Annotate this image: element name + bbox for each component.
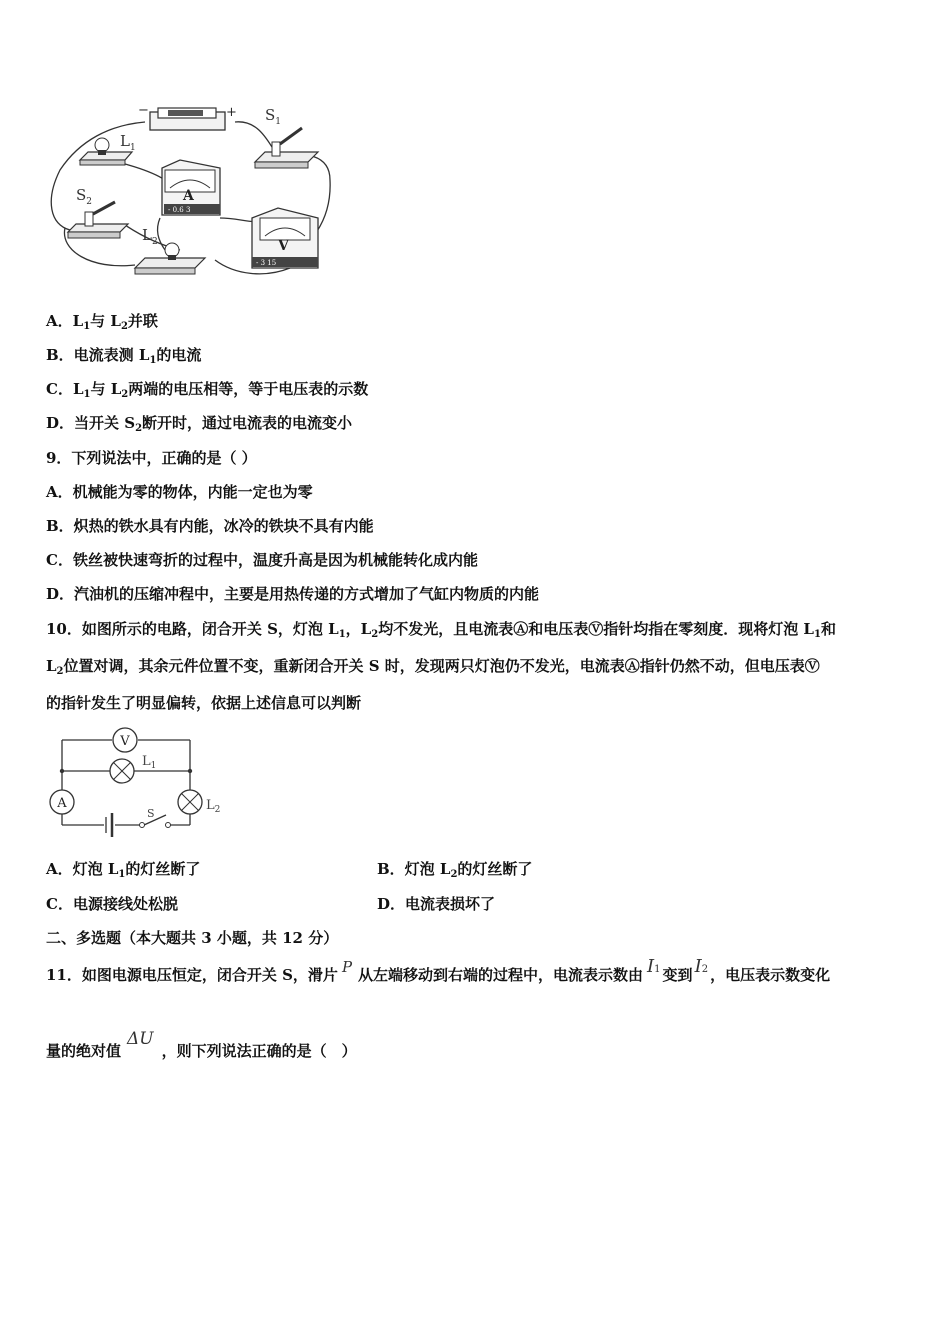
- q11-stem-line1: 11．如图电源电压恒定，闭合开关 S，滑片 P 从左端移动到右端的过程中，电流表示数由 I1 变到 I2 ，电压表示数变化: [46, 956, 831, 984]
- svg-text:S1: [265, 106, 281, 127]
- voltmeter-label: V: [278, 238, 289, 254]
- q10-stem-line1: 10．如图所示的电路，闭合开关 S，灯泡 $L_1$，$L_2$均不发光，且电流表Ⓐ和电压表Ⓥ指针均指在零刻度．现将灯泡 $L_1$和: [46, 620, 836, 640]
- q8-option-d: D．当开关 $S_2$断开时，通过电流表的电流变小: [46, 414, 353, 434]
- l2-label: L: [142, 226, 152, 244]
- schematic-l2-label: L: [206, 798, 215, 813]
- schematic-voltmeter-label: V: [120, 734, 130, 749]
- q9-stem: 9．下列说法中，正确的是（ ）: [46, 449, 257, 467]
- s1-label: S: [265, 106, 276, 124]
- l1-sub: 1: [129, 143, 136, 153]
- q10-stem-line3: 的指针发生了明显偏转，依据上述信息可以判断: [46, 694, 362, 712]
- q8-option-c: C．$L_1$与 $L_2$两端的电压相等，等于电压表的示数: [46, 380, 369, 400]
- section-title-multiple-choice: 二、多选题（本大题共 3 小题，共 12 分）: [46, 929, 339, 947]
- q10-option-b: B．灯泡 $L_2$的灯丝断了: [377, 860, 533, 880]
- ammeter-label: A: [183, 188, 194, 204]
- svg-text:L1: [120, 132, 136, 153]
- schematic-ammeter: [50, 790, 74, 814]
- s2-sub: 2: [86, 197, 93, 207]
- ammeter-scale: - 0.6 3: [168, 206, 191, 214]
- svg-text:L1: [142, 754, 156, 771]
- q9-option-b: B．炽热的铁水具有内能，冰冷的铁块不具有内能: [46, 517, 374, 535]
- s2-label: S: [76, 186, 87, 204]
- svg-text:L2: [206, 798, 220, 815]
- schematic-l1-label: L: [142, 754, 151, 769]
- q9-option-c: C．铁丝被快速弯折的过程中，温度升高是因为机械能转化成内能: [46, 551, 478, 569]
- symbol-i2: I2: [694, 956, 709, 977]
- q9-option-d: D．汽油机的压缩冲程中，主要是用热传递的方式增加了气缸内物质的内能: [46, 585, 540, 603]
- voltmeter-device: [252, 208, 318, 268]
- q8-option-b: B．电流表测 $L_1$的电流: [46, 346, 202, 366]
- svg-text:L2: [142, 226, 158, 247]
- voltmeter-scale: - 3 15: [256, 259, 277, 267]
- q10-option-d: D．电流表损坏了: [377, 895, 496, 913]
- schematic-l1-sub: 1: [150, 761, 157, 771]
- q8-option-a: A．$L_1$与 $L_2$并联: [46, 312, 158, 332]
- ammeter-device: [162, 160, 220, 215]
- schematic-lamp-l2: [178, 790, 220, 815]
- battery-minus-label: −: [138, 103, 149, 118]
- q10-option-c: C．电源接线处松脱: [46, 895, 178, 913]
- symbol-delta-u: ΔU: [127, 1029, 154, 1049]
- bulb-l1: [80, 132, 136, 165]
- svg-text:S2: [76, 186, 92, 207]
- schematic-ammeter-label: A: [57, 796, 67, 811]
- bulb-l2: [135, 226, 205, 274]
- l2-sub: 2: [151, 237, 158, 247]
- schematic-lamp-l1: [110, 754, 156, 783]
- l1-label: L: [120, 132, 130, 150]
- battery-plus-label: +: [226, 105, 237, 120]
- physical-circuit-figure: [40, 100, 340, 285]
- q10-option-a: A．灯泡 $L_1$的灯丝断了: [46, 860, 201, 880]
- circuit-schematic: [40, 725, 240, 843]
- q9-option-a: A．机械能为零的物体，内能一定也为零: [46, 483, 313, 501]
- schematic-voltmeter: [113, 728, 137, 752]
- symbol-i1: I1: [647, 956, 661, 977]
- symbol-p: P: [341, 958, 353, 976]
- q10-stem-line2: $L_2$位置对调，其余元件位置不变，重新闭合开关 S 时，发现两只灯泡仍不发光，电流表Ⓐ指针仍然不动，但电压表Ⓥ: [46, 657, 820, 677]
- switch-s2: [68, 186, 128, 238]
- battery: [138, 103, 237, 130]
- schematic-switch-label: S: [147, 807, 155, 820]
- q11-stem-line2: 量的绝对值ΔU，则下列说法正确的是（ ）: [46, 1029, 357, 1060]
- schematic-l2-sub: 2: [214, 805, 221, 815]
- s1-sub: 1: [275, 117, 282, 127]
